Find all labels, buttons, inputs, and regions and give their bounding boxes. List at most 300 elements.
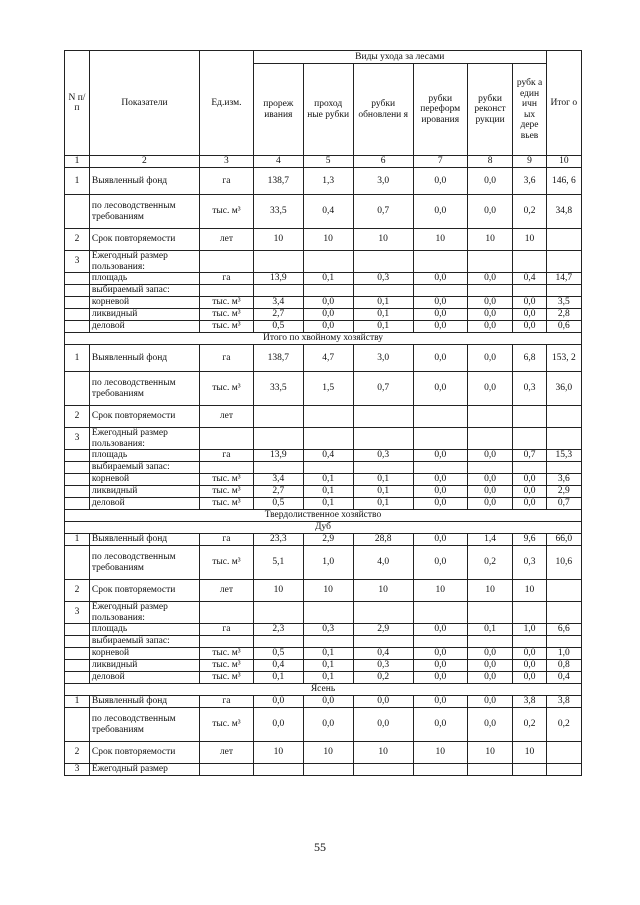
row-value: 0,0	[413, 195, 467, 229]
row-value: 3,0	[353, 168, 413, 195]
row-value: 0,0	[467, 195, 513, 229]
row-value: 13,9	[253, 273, 303, 285]
row-value: 0,1	[303, 273, 353, 285]
table-row	[65, 580, 582, 602]
row-value	[353, 285, 413, 297]
row-value: 0,0	[413, 498, 467, 510]
row-label: ликвидный	[89, 309, 199, 321]
row-number	[65, 660, 90, 672]
row-value	[513, 636, 546, 648]
row-value: 0,4	[253, 660, 303, 672]
row-label: выбираемый запас:	[89, 462, 199, 474]
row-value: 0,0	[513, 486, 546, 498]
row-total	[546, 406, 581, 428]
row-value: 1,0	[513, 624, 546, 636]
row-value: 0,2	[467, 546, 513, 580]
row-total	[546, 251, 581, 273]
row-value: 0,1	[353, 297, 413, 309]
row-label: по лесоводственным требованиям	[89, 372, 199, 406]
row-number: 3	[65, 602, 90, 624]
col-number: 10	[546, 156, 581, 168]
row-value	[513, 764, 546, 776]
table-row	[65, 486, 582, 498]
row-value: 1,3	[303, 168, 353, 195]
row-value: 13,9	[253, 450, 303, 462]
row-value: 0,3	[353, 450, 413, 462]
row-value: 0,0	[303, 297, 353, 309]
table-row	[65, 345, 582, 372]
row-total: 2,8	[546, 309, 581, 321]
row-number	[65, 624, 90, 636]
row-value: 10	[467, 742, 513, 764]
row-value	[253, 764, 303, 776]
row-value: 0,0	[467, 660, 513, 672]
row-value: 0,5	[253, 648, 303, 660]
row-value: 0,3	[513, 372, 546, 406]
row-unit: тыс. м³	[199, 660, 253, 672]
row-total: 0,6	[546, 321, 581, 333]
row-value	[413, 251, 467, 273]
row-value: 10	[253, 580, 303, 602]
row-value: 0,0	[413, 345, 467, 372]
section-title: Итого по хвойному хозяйству	[65, 333, 582, 345]
row-value: 0,0	[467, 450, 513, 462]
table-row	[65, 273, 582, 285]
table-row	[65, 462, 582, 474]
row-value	[353, 251, 413, 273]
row-value	[467, 285, 513, 297]
row-value: 3,6	[513, 168, 546, 195]
row-number: 3	[65, 764, 90, 776]
row-value: 6,8	[513, 345, 546, 372]
row-label: Срок повторяемости	[89, 742, 199, 764]
row-label: корневой	[89, 297, 199, 309]
row-value: 0,0	[413, 648, 467, 660]
row-value	[467, 462, 513, 474]
row-unit: тыс. м³	[199, 486, 253, 498]
row-value: 0,0	[253, 708, 303, 742]
table-row	[65, 742, 582, 764]
row-label: Ежегодный размер пользования:	[89, 602, 199, 624]
row-label: Выявленный фонд	[89, 168, 199, 195]
row-value: 0,0	[467, 696, 513, 708]
table-row	[65, 372, 582, 406]
table-row	[65, 636, 582, 648]
row-unit: тыс. м³	[199, 309, 253, 321]
row-value: 0,0	[253, 696, 303, 708]
table-row	[65, 534, 582, 546]
row-value: 0,0	[413, 168, 467, 195]
row-unit: га	[199, 168, 253, 195]
row-total	[546, 285, 581, 297]
row-unit: тыс. м³	[199, 648, 253, 660]
table-row	[65, 708, 582, 742]
row-unit: тыс. м³	[199, 708, 253, 742]
row-total: 0,7	[546, 498, 581, 510]
row-value: 0,0	[513, 498, 546, 510]
row-value: 0,3	[513, 546, 546, 580]
row-total	[546, 428, 581, 450]
row-value: 0,0	[467, 498, 513, 510]
row-number	[65, 321, 90, 333]
row-number: 2	[65, 742, 90, 764]
row-value	[467, 406, 513, 428]
row-unit	[199, 636, 253, 648]
row-value: 4,0	[353, 546, 413, 580]
row-value: 10	[303, 229, 353, 251]
table-row	[65, 251, 582, 273]
table-row	[65, 428, 582, 450]
row-value: 10	[413, 742, 467, 764]
row-value: 10	[353, 742, 413, 764]
row-value	[413, 406, 467, 428]
forest-care-table	[64, 50, 582, 776]
row-value: 0,3	[353, 273, 413, 285]
row-unit	[199, 428, 253, 450]
row-value: 0,0	[467, 648, 513, 660]
row-value: 0,0	[467, 372, 513, 406]
header-col-6: рубки обновлени я	[353, 64, 413, 156]
table-row	[65, 406, 582, 428]
row-unit: га	[199, 696, 253, 708]
row-value	[413, 285, 467, 297]
row-total: 10,6	[546, 546, 581, 580]
row-number: 1	[65, 168, 90, 195]
row-value	[253, 602, 303, 624]
row-value	[467, 602, 513, 624]
row-value	[467, 764, 513, 776]
row-total: 3,8	[546, 696, 581, 708]
section-title: Ясень	[65, 684, 582, 696]
row-unit	[199, 764, 253, 776]
row-value: 0,1	[303, 648, 353, 660]
row-number: 3	[65, 428, 90, 450]
table-row	[65, 498, 582, 510]
row-value: 10	[513, 229, 546, 251]
row-value	[467, 428, 513, 450]
row-label: площадь	[89, 273, 199, 285]
row-value: 0,3	[303, 624, 353, 636]
row-value	[253, 636, 303, 648]
row-label: корневой	[89, 474, 199, 486]
row-value: 5,1	[253, 546, 303, 580]
row-value	[353, 764, 413, 776]
row-value	[303, 285, 353, 297]
col-number: 3	[199, 156, 253, 168]
row-value: 0,1	[253, 672, 303, 684]
row-value: 0,0	[413, 624, 467, 636]
row-value	[413, 602, 467, 624]
row-value: 0,7	[513, 450, 546, 462]
row-label: площадь	[89, 450, 199, 462]
row-unit: тыс. м³	[199, 195, 253, 229]
row-label: Срок повторяемости	[89, 580, 199, 602]
col-number: 1	[65, 156, 90, 168]
row-value: 1,5	[303, 372, 353, 406]
row-value: 0,1	[353, 321, 413, 333]
row-total	[546, 764, 581, 776]
table-row	[65, 474, 582, 486]
row-value: 0,0	[413, 372, 467, 406]
row-value: 0,0	[467, 309, 513, 321]
row-unit: тыс. м³	[199, 372, 253, 406]
table-row	[65, 660, 582, 672]
row-value: 0,2	[513, 195, 546, 229]
row-value: 10	[353, 229, 413, 251]
row-value: 10	[467, 229, 513, 251]
row-label: Выявленный фонд	[89, 696, 199, 708]
row-value: 0,0	[303, 321, 353, 333]
row-unit	[199, 251, 253, 273]
row-unit: тыс. м³	[199, 321, 253, 333]
row-value	[253, 406, 303, 428]
row-number	[65, 474, 90, 486]
row-number: 2	[65, 406, 90, 428]
row-label: Срок повторяемости	[89, 229, 199, 251]
row-value: 0,0	[303, 696, 353, 708]
row-value	[253, 462, 303, 474]
table-row	[65, 546, 582, 580]
row-value	[513, 462, 546, 474]
row-value	[303, 636, 353, 648]
row-value: 0,0	[467, 708, 513, 742]
row-label: Срок повторяемости	[89, 406, 199, 428]
row-number	[65, 486, 90, 498]
row-value: 0,0	[413, 672, 467, 684]
row-value: 0,7	[353, 372, 413, 406]
row-value: 10	[353, 580, 413, 602]
table-row	[65, 602, 582, 624]
row-unit: тыс. м³	[199, 474, 253, 486]
row-value	[253, 428, 303, 450]
row-value: 0,0	[467, 486, 513, 498]
row-value	[467, 251, 513, 273]
table-body	[65, 168, 582, 776]
header-unit: Ед.изм.	[199, 51, 253, 156]
row-value: 0,0	[413, 534, 467, 546]
row-total	[546, 602, 581, 624]
row-value: 0,0	[513, 321, 546, 333]
col-number: 9	[513, 156, 546, 168]
row-unit: га	[199, 624, 253, 636]
row-number	[65, 450, 90, 462]
row-value: 0,0	[467, 672, 513, 684]
row-value: 2,9	[353, 624, 413, 636]
column-numbers-row	[65, 156, 582, 168]
row-value: 0,0	[513, 309, 546, 321]
row-value: 0,0	[513, 672, 546, 684]
row-value: 0,4	[353, 648, 413, 660]
row-value: 0,4	[513, 273, 546, 285]
row-value: 10	[513, 580, 546, 602]
row-label: деловой	[89, 321, 199, 333]
row-unit: тыс. м³	[199, 498, 253, 510]
row-value: 0,0	[467, 297, 513, 309]
row-unit: лет	[199, 580, 253, 602]
row-value: 0,0	[353, 696, 413, 708]
row-number: 1	[65, 345, 90, 372]
row-value: 0,4	[303, 195, 353, 229]
row-value	[353, 462, 413, 474]
col-number: 2	[89, 156, 199, 168]
header-number: N п/ п	[65, 51, 90, 156]
row-unit: лет	[199, 742, 253, 764]
row-value: 10	[253, 742, 303, 764]
col-number: 6	[353, 156, 413, 168]
row-unit: тыс. м³	[199, 672, 253, 684]
row-value: 10	[467, 580, 513, 602]
row-value: 0,0	[353, 708, 413, 742]
row-value: 0,3	[353, 660, 413, 672]
row-value: 0,0	[413, 474, 467, 486]
row-value: 1,4	[467, 534, 513, 546]
row-value: 0,5	[253, 321, 303, 333]
row-total: 0,8	[546, 660, 581, 672]
row-value	[303, 406, 353, 428]
row-value: 0,1	[353, 309, 413, 321]
row-value: 0,2	[353, 672, 413, 684]
row-total	[546, 742, 581, 764]
row-number: 2	[65, 229, 90, 251]
row-label: Ежегодный размер	[89, 764, 199, 776]
row-value: 0,0	[303, 309, 353, 321]
row-value: 10	[303, 580, 353, 602]
section-row	[65, 684, 582, 696]
row-value: 138,7	[253, 345, 303, 372]
row-value: 0,0	[467, 168, 513, 195]
section-title: Твердолиственное хозяйство	[65, 510, 582, 522]
row-label: деловой	[89, 498, 199, 510]
table-row	[65, 195, 582, 229]
row-unit: га	[199, 534, 253, 546]
table-row	[65, 624, 582, 636]
row-value: 0,1	[353, 498, 413, 510]
row-value: 0,0	[413, 696, 467, 708]
row-number	[65, 195, 90, 229]
row-value: 9,6	[513, 534, 546, 546]
row-value: 0,1	[303, 474, 353, 486]
row-value: 0,1	[303, 660, 353, 672]
row-value	[353, 602, 413, 624]
table-row	[65, 672, 582, 684]
row-value: 10	[513, 742, 546, 764]
row-value: 0,0	[513, 660, 546, 672]
row-value: 0,0	[413, 297, 467, 309]
row-value: 0,0	[413, 486, 467, 498]
row-value: 0,0	[413, 660, 467, 672]
row-value	[413, 462, 467, 474]
row-number	[65, 462, 90, 474]
row-number	[65, 273, 90, 285]
row-label: по лесоводственным требованиям	[89, 546, 199, 580]
row-total: 146, 6	[546, 168, 581, 195]
row-value	[513, 285, 546, 297]
row-value: 0,0	[513, 474, 546, 486]
row-value: 0,1	[303, 486, 353, 498]
row-value	[513, 428, 546, 450]
row-value: 0,0	[513, 648, 546, 660]
row-unit: тыс. м³	[199, 546, 253, 580]
row-value: 0,0	[413, 708, 467, 742]
row-value: 3,4	[253, 297, 303, 309]
row-value	[253, 285, 303, 297]
row-label: Ежегодный размер пользования:	[89, 428, 199, 450]
section-row	[65, 522, 582, 534]
row-value: 3,0	[353, 345, 413, 372]
row-value: 2,7	[253, 486, 303, 498]
row-unit: тыс. м³	[199, 297, 253, 309]
row-value: 0,0	[413, 273, 467, 285]
row-value	[513, 406, 546, 428]
row-unit: лет	[199, 406, 253, 428]
header-col-5: проход ные рубки	[303, 64, 353, 156]
row-total: 6,6	[546, 624, 581, 636]
col-number: 8	[467, 156, 513, 168]
row-value: 0,4	[303, 450, 353, 462]
header-col-9: рубк а един ичн ых дере вьев	[513, 64, 546, 156]
table-row	[65, 648, 582, 660]
row-number	[65, 636, 90, 648]
row-value	[413, 764, 467, 776]
row-value: 0,0	[467, 345, 513, 372]
row-value	[413, 636, 467, 648]
row-number: 1	[65, 534, 90, 546]
section-title: Дуб	[65, 522, 582, 534]
row-total: 66,0	[546, 534, 581, 546]
header-col-4: прореж ивания	[253, 64, 303, 156]
header-col-7: рубки переформ ирования	[413, 64, 467, 156]
row-number	[65, 285, 90, 297]
row-label: Выявленный фонд	[89, 345, 199, 372]
table-row	[65, 229, 582, 251]
row-total	[546, 462, 581, 474]
row-value	[353, 406, 413, 428]
row-value: 10	[303, 742, 353, 764]
row-value: 2,9	[303, 534, 353, 546]
row-value: 0,7	[353, 195, 413, 229]
row-label: выбираемый запас:	[89, 636, 199, 648]
row-value: 138,7	[253, 168, 303, 195]
section-row	[65, 333, 582, 345]
row-value: 0,0	[513, 297, 546, 309]
row-value: 0,2	[513, 708, 546, 742]
table-row	[65, 764, 582, 776]
table-row	[65, 297, 582, 309]
row-label: выбираемый запас:	[89, 285, 199, 297]
row-number	[65, 372, 90, 406]
row-value: 0,0	[413, 309, 467, 321]
row-value: 3,4	[253, 474, 303, 486]
col-number: 4	[253, 156, 303, 168]
row-value: 10	[413, 580, 467, 602]
row-label: по лесоводственным требованиям	[89, 195, 199, 229]
row-value	[303, 462, 353, 474]
row-number	[65, 648, 90, 660]
row-number: 3	[65, 251, 90, 273]
row-value: 10	[413, 229, 467, 251]
row-label: деловой	[89, 672, 199, 684]
table-row	[65, 168, 582, 195]
row-value: 0,0	[303, 708, 353, 742]
col-number: 7	[413, 156, 467, 168]
row-total: 15,3	[546, 450, 581, 462]
row-number: 1	[65, 696, 90, 708]
row-value: 33,5	[253, 195, 303, 229]
row-label: площадь	[89, 624, 199, 636]
table-row	[65, 285, 582, 297]
table-row	[65, 696, 582, 708]
row-unit: га	[199, 450, 253, 462]
